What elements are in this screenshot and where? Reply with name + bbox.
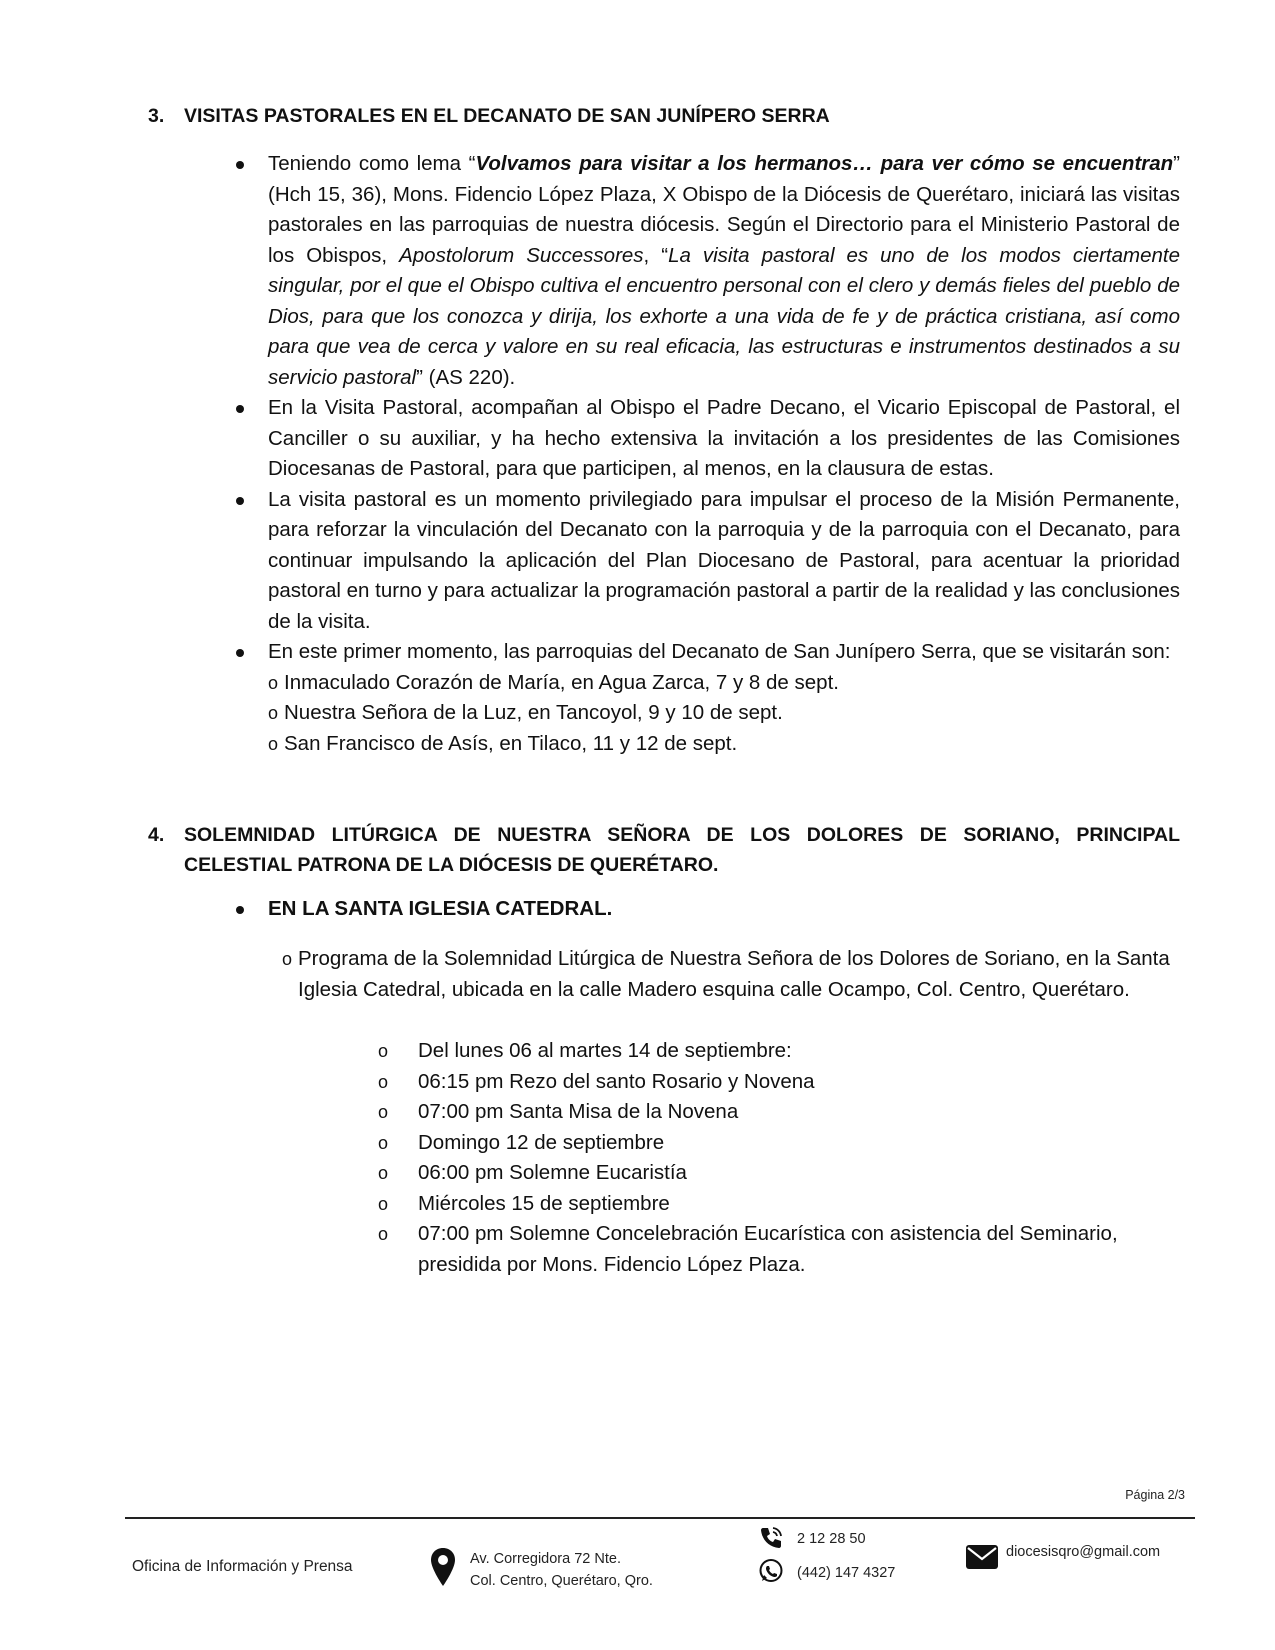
directory-title: Apostolorum Successores	[399, 243, 644, 267]
whatsapp-icon	[758, 1558, 784, 1584]
bullet-lema-text-2: ” (Hch 15, 36), Mons. Fidencio López Plaza, X Obispo de la Diócesis de Querétaro, iniciará las visitas pastorales en las parroquias de nuestra diócesis. Según el Directorio para el Ministerio Pastoral de los Obispos,	[268, 152, 1180, 267]
program-item-text: Del lunes 06 al martes 14 de septiembre:	[418, 1039, 792, 1062]
section-3-number: 3.	[148, 105, 165, 127]
program-item	[378, 1219, 1188, 1280]
circle-bullet-icon: o	[268, 672, 279, 693]
circle-bullet-icon: o	[378, 1071, 389, 1092]
parish-item	[232, 698, 1180, 729]
program-item	[378, 1158, 1188, 1189]
bullet-lema-text-3: , “	[643, 243, 669, 267]
bullet-parishes	[232, 637, 1180, 668]
section-4-title: SOLEMNIDAD LITÚRGICA DE NUESTRA SEÑORA DE LOS DOLORES DE SORIANO, PRINCIPAL CELESTIAL PATRONA DE LA DIÓCESIS DE QUERÉTARO.	[184, 824, 1180, 876]
bullet-purpose-text: La visita pastoral es un momento privilegiado para impulsar el proceso de la Misión Permanente, para reforzar la vinculación del Decanato con la parroquia y de la parroquia con el Decanato, para continuar impulsando la aplicación del Plan Diocesano de Pastoral, para acentuar la prioridad pastoral en turno y para actualizar la programación pastoral a partir de la realidad y las conclusiones de la visita.	[268, 487, 1180, 633]
circle-bullet-icon: o	[268, 703, 279, 723]
bullet-companions	[232, 393, 1180, 485]
bullet-lema-text-4: ” (AS 220).	[416, 365, 516, 389]
program-item	[378, 1036, 1188, 1067]
bullet-companions-text: En la Visita Pastoral, acompañan al Obispo el Padre Decano, el Vicario Episcopal de Pastoral, el Canciller o su auxiliar, y ha hecho extensiva la invitación a los presidentes de las Comisiones Diocesanas de Pastoral, para que participen, al menos, en la clausura de estas.	[268, 396, 1180, 480]
phone-2: (442) 147 4327	[797, 1565, 896, 1581]
footer-divider	[125, 1517, 1195, 1519]
program-intro	[282, 944, 1180, 1005]
program-item-text: Miércoles 15 de septiembre	[418, 1191, 670, 1215]
page-number: Página 2/3	[1125, 1488, 1185, 1502]
circle-bullet-icon: o	[378, 1193, 389, 1214]
program-item-text: Domingo 12 de septiembre	[418, 1130, 665, 1154]
phone-1: 2 12 28 50	[797, 1531, 866, 1547]
circle-bullet-icon: o	[378, 1163, 389, 1183]
bullet-cathedral	[232, 894, 1180, 925]
section-4-number: 4.	[148, 824, 165, 846]
address	[470, 1548, 653, 1592]
office-name: Oficina de Información y Prensa	[132, 1558, 353, 1575]
section-4-heading	[148, 820, 1180, 880]
program-list	[378, 1036, 1188, 1280]
circle-bullet-icon: o	[268, 733, 279, 754]
program-item	[378, 1128, 1188, 1159]
location-pin-icon	[430, 1547, 456, 1587]
parish-item	[232, 729, 1180, 760]
section-3-title: VISITAS PASTORALES EN EL DECANATO DE SAN JUNÍPERO SERRA	[184, 105, 830, 127]
program-item	[378, 1189, 1188, 1220]
phone-icon	[758, 1525, 784, 1551]
parish-item	[232, 668, 1180, 699]
circle-bullet-icon: o	[378, 1224, 389, 1244]
program-item-text: 07:00 pm Solemne Concelebración Eucarística con asistencia del Seminario, presidida por Mons. Fidencio López Plaza.	[418, 1222, 1118, 1276]
circle-bullet-icon: o	[378, 1102, 389, 1122]
section-3-heading	[148, 101, 1180, 131]
bullet-lema-text-1: Teniendo como lema “	[268, 152, 476, 175]
bullet-icon	[236, 405, 244, 413]
section-4-bullets	[232, 894, 1180, 925]
section-3-bullets	[232, 149, 1180, 759]
email-icon	[966, 1545, 998, 1569]
parish-item-text: San Francisco de Asís, en Tilaco, 11 y 12 de sept.	[284, 731, 738, 755]
program-item-text: 07:00 pm Santa Misa de la Novena	[418, 1100, 739, 1123]
bullet-icon	[236, 497, 244, 505]
bullet-parishes-text: En este primer momento, las parroquias del Decanato de San Junípero Serra, que se visitarán son:	[268, 640, 1171, 663]
bullet-icon	[236, 649, 244, 657]
circle-bullet-icon: o	[282, 949, 293, 969]
program-intro-text: Programa de la Solemnidad Litúrgica de Nuestra Señora de los Dolores de Soriano, en la Santa Iglesia Catedral, ubicada en la calle Madero esquina calle Ocampo, Col. Centro, Querétaro.	[298, 947, 1170, 1001]
circle-bullet-icon: o	[378, 1132, 389, 1153]
lema-quote: Volvamos para visitar a los hermanos… para ver cómo se encuentran	[475, 152, 1174, 175]
circle-bullet-icon: o	[378, 1041, 389, 1061]
bullet-cathedral-text: EN LA SANTA IGLESIA CATEDRAL.	[268, 897, 613, 920]
program-item-text: 06:15 pm Rezo del santo Rosario y Novena	[418, 1069, 815, 1093]
bullet-purpose	[232, 485, 1180, 638]
address-line-1: Av. Corregidora 72 Nte.	[470, 1551, 621, 1567]
bullet-lema	[232, 149, 1180, 393]
bullet-icon	[236, 906, 244, 914]
program-item-text: 06:00 pm Solemne Eucaristía	[418, 1161, 687, 1184]
bullet-icon	[236, 161, 244, 169]
as-quote: La visita pastoral es uno de los modos ciertamente singular, por el que el Obispo cultiva el encuentro personal con el clero y demás fieles del pueblo de Dios, para que los conozca y dirija, los exhorte a una vida de fe y de práctica cristiana, así como para que vea de cerca y valore en su real eficacia, las estructuras e instrumentos destinados a su servicio pastoral	[268, 243, 1180, 389]
program-item	[378, 1067, 1188, 1098]
parish-item-text: Inmaculado Corazón de María, en Agua Zarca, 7 y 8 de sept.	[284, 670, 839, 694]
parish-item-text: Nuestra Señora de la Luz, en Tancoyol, 9 y 10 de sept.	[284, 701, 783, 724]
email-address: diocesisqro@gmail.com	[1006, 1544, 1161, 1560]
address-line-2: Col. Centro, Querétaro, Qro.	[470, 1573, 653, 1589]
program-item	[378, 1097, 1188, 1128]
